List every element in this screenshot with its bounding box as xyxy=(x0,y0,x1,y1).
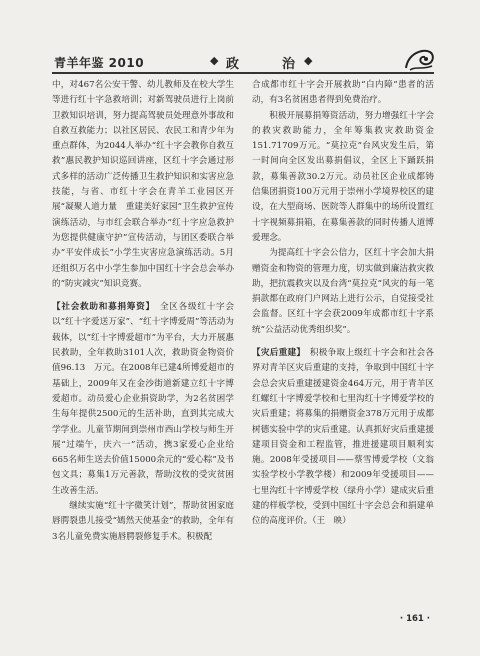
section-category-char-1: 政 xyxy=(226,57,240,72)
section-social-relief xyxy=(52,300,234,499)
yearbook-title: 青羊年鉴 2010 xyxy=(54,56,145,70)
section-reconstruction xyxy=(252,346,434,530)
paragraph: 为提高红十字会公信力，区红十字会加大捐赠资金和物资的管理力度，切实做到廉洁救灾救助，把抗震救灾以及台湾“莫拉克”风灾的每一笔捐款都在政府门户网站上进行公示，自觉接受社会监督。区红十字会获2009年成都市红十字系统“公益活动优秀组织奖”。 xyxy=(252,248,434,335)
section-category-char-2: 治 xyxy=(282,57,296,72)
paragraph: 继续实施“红十字微笑计划”，帮助贫困家庭唇腭裂患儿接受“嫣然天使基金”的救助，全年有3名儿童免费实施唇腭裂修复手术。积极配 xyxy=(52,501,234,542)
right-column xyxy=(252,78,434,530)
paragraph: 积极开展募捐筹资活动，努力增强红十字会的救灾救助能力，全年筹集救灾救助资金151.71709万元。“莫拉克”台风灾发生后，第一时间向全区发出募捐倡议，全区上下踊跃捐款，募集善款30.2万元。动员社区企业成都铸信集团捐资100万元用于崇州小学境界校区的建设，在大型商场、医院等人群集中的场所设置红十字视频募捐箱，在募集善款的同时传播人道博爱理念。 xyxy=(252,110,434,243)
section-body: 全区各级红十字会以“红十字爱送万家”、“红十字博爱周”等活动为载体，以“红十字博爱超市”为平台，大力开展惠民救助，全年救助3101人次，救助资金物资价值96.13 万元。在2008年已建4所博爱超市的基础上，2009年又在金沙街道新建立红十字博爱超市。动员爱心企业捐资助学，为2名贫困学生每年提供2500元的生活补助，直到其完成大学学业。儿童节期间到崇州市西山学校与师生开展“过端午，庆六一”活动，携3家爱心企业给665名师生送去价值15000余元的“爱心粽”及书包文具；募集1万元善款，帮助汶枚的受灾贫困生改善生活。 xyxy=(52,302,234,496)
diamond-icon: ◆ xyxy=(210,54,219,67)
header-rule xyxy=(52,72,434,74)
paragraph: 合成都市红十字会开展救助“白内障”患者的活动，有3名贫困患者得到免费治疗。 xyxy=(252,80,434,106)
page-header xyxy=(52,52,434,74)
section-heading: 【社会救助和募捐筹资】 xyxy=(52,302,151,313)
swirl-ornament-icon xyxy=(402,44,436,74)
page-number: · 161 · xyxy=(399,614,430,624)
left-column xyxy=(52,78,234,545)
paragraph: 中，对467名公安干警、幼儿教师及在校大学生等进行红十字急救培训；对新驾驶员进行上岗前卫救知识培训，努力提高驾驶员处理意外事故和自救互救能力；以社区居民、农民工和青少年为重点群体，为2044人举办“红十字会教你自救互救”惠民教护知识巡回讲座，区红十字会通过形式多样的活动广泛传播卫生救护知识和实害应急技能，与省、市红十字会在青羊工业园区开展“凝聚人道力量 重建美好家园”卫生救护宣传演练活动，与市红会联合举办“红十字应急救护为您提供健康守护”宣传活动，与团区委联合举办“平安伴成长”小学生灾害应急演练活动。5月还组织万名中小学生参加中国红十字会总会举办的“防灾减灾”知识竞赛。 xyxy=(52,80,234,289)
diamond-icon: ◆ xyxy=(304,54,313,67)
section-heading: 【灾后重建】 xyxy=(252,348,302,359)
section-body: 积极争取上级红十字会和社会各界对青羊区灾后重建的支持，争取到中国红十字会总会灾后重建援建资金464万元，用于青羊区红螺红十字博爱学校和七里沟红十字博爱学校的灾后重建；将募集的捐赠资金378万元用于成都树德实验中学的灾后重建。认真抓好灾后重建援建项目资金和工程监管，推进援建项目顺利实施。2008年受援项目——蔡雪博爱学校（文翁实验学校小学教学楼）和2009年受援项目——七里沟红十字博爱学校（绿舟小学）建成灾后重建的样板学校，受到中国红十字会总会和捐建单位的高度评价。（王 映） xyxy=(252,348,434,527)
